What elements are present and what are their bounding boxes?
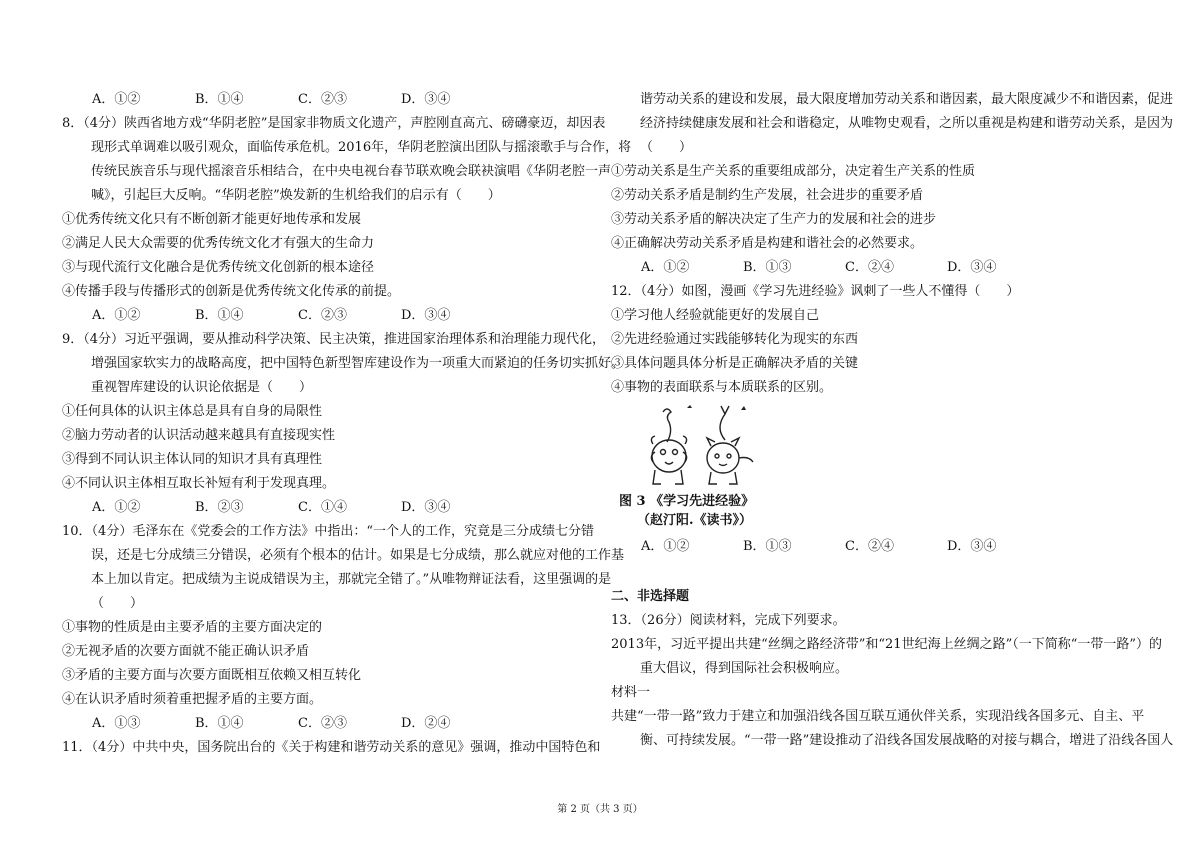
- option-a: A．①②: [641, 539, 690, 554]
- q11-stem-line: 经济持续健康发展和社会和谐稳定，从唯物史观看，之所以重视是构建和谐劳动关系，是因为: [640, 116, 1174, 131]
- q9-item: ①任何具体的认识主体总是具有自身的局限性: [62, 404, 323, 419]
- q11-item: ④正确解决劳动关系矛盾是构建和谐社会的必然要求。: [611, 236, 924, 251]
- q12-item: ①学习他人经验就能更好的发展自己: [611, 308, 820, 323]
- option-a: A．①②: [92, 308, 141, 323]
- q8-stem-line: 传统民族音乐与现代摇滚音乐相结合，在中央电视台春节联欢晚会联袂演唱《华阴老腔一声: [91, 164, 612, 179]
- q12-stem-line: 12．（4分）如图，漫画《学习先进经验》讽刺了一些人不懂得（ ）: [611, 284, 1020, 299]
- option-c: C．②③: [298, 716, 347, 731]
- option-d: D．③④: [401, 92, 451, 107]
- option-b: B．①③: [743, 260, 792, 275]
- q11-options: [611, 256, 1139, 280]
- q10-item: ②无视矛盾的次要方面就不能正确认识矛盾: [62, 644, 310, 659]
- figure-caption-source: （赵汀阳.《读书》）: [637, 513, 753, 528]
- q13-paragraph-line: 共建“一带一路”致力于建立和加强沿线各国互联互通伙伴关系，实现沿线各国多元、自主、平: [611, 709, 1145, 724]
- option-b: B．①④: [195, 716, 244, 731]
- q8-stem-line: 现形式单调难以吸引观众，面临传承危机。2016年，华阴老腔演出团队与摇滚歌手与合作，将: [91, 140, 632, 155]
- option-d: D．③④: [401, 308, 451, 323]
- q11-item: ②劳动关系矛盾是制约生产发展，社会进步的重要矛盾: [611, 188, 924, 203]
- q11-stem-line: （ ）: [640, 140, 693, 155]
- q11-item: ①劳动关系是生产关系的重要组成部分，决定着生产关系的性质: [611, 164, 976, 179]
- q7-options: [62, 88, 598, 112]
- q9-stem-line: 增强国家软实力的战略高度，把中国特色新型智库建设作为一项重大而紧迫的任务切实抓好。: [91, 356, 625, 371]
- q12-item: ③具体问题具体分析是正确解决矛盾的关键: [611, 356, 859, 371]
- option-a: A．①③: [92, 716, 141, 731]
- q8-item: ③与现代流行文化融合是优秀传统文化创新的根本途径: [62, 260, 375, 275]
- figure-caption: 图 3 《学习先进经验》: [619, 494, 755, 509]
- option-a: A．①②: [92, 92, 141, 107]
- q9-item: ②脑力劳动者的认识活动越来越具有直接现实性: [62, 428, 336, 443]
- q9-options: [62, 496, 598, 520]
- option-a: A．①②: [641, 260, 690, 275]
- option-a: A．①②: [92, 500, 141, 515]
- q12-options: [611, 535, 1139, 559]
- option-d: D．③④: [401, 500, 451, 515]
- q10-item: ④在认识矛盾时须着重把握矛盾的主要方面。: [62, 692, 323, 707]
- material-label: 材料一: [611, 685, 651, 700]
- q8-item: ④传播手段与传播形式的创新是优秀传统文化传承的前提。: [62, 284, 401, 299]
- q12-item: ②先进经验通过实践能够转化为现实的东西: [611, 332, 859, 347]
- section-title: 二、非选择题: [611, 589, 690, 604]
- option-d: D．③④: [947, 539, 997, 554]
- option-b: B．①③: [743, 539, 792, 554]
- option-d: D．③④: [947, 260, 997, 275]
- q8-item: ①优秀传统文化只有不断创新才能更好地传承和发展: [62, 212, 362, 227]
- right-column: [611, 88, 1174, 753]
- q9-stem-line: 9．（4分）习近平强调，要从推动科学决策、民主决策，推进国家治理体系和治理能力现代化，: [62, 332, 606, 347]
- q13-stem-line: 13．（26分）阅读材料，完成下列要求。: [611, 613, 846, 628]
- q8-stem-line: 喊》，引起巨大反响。“华阴老腔”焕发新的生机给我们的启示有（ ）: [91, 188, 501, 203]
- q11-stem-line: 谐劳动关系的建设和发展，最大限度增加劳动关系和谐因素，最大限度减少不和谐因素，促进: [640, 92, 1174, 107]
- q10-stem-line: 10．（4分）毛泽东在《党委会的工作方法》中指出：“一个人的工作，究竟是三分成绩七分错: [62, 524, 594, 539]
- q10-item: ③矛盾的主要方面与次要方面既相互依赖又相互转化: [62, 668, 362, 683]
- option-c: C．②③: [298, 92, 347, 107]
- q11-item: ③劳动关系矛盾的解决决定了生产力的发展和社会的进步: [611, 212, 937, 227]
- page-footer: 第 2 页（共 3 页）: [557, 804, 643, 815]
- q11-stem-line: 11．（4分）中共中央，国务院出台的《关于构建和谐劳动关系的意见》强调，推动中国特色和: [62, 740, 601, 755]
- q10-options: [62, 712, 598, 736]
- q9-item: ③得到不同认识主体认同的知识才具有真理性: [62, 452, 323, 467]
- q8-item: ②满足人民大众需要的优秀传统文化才有强大的生命力: [62, 236, 375, 251]
- q10-stem-line: 误，还是七分成绩三分错误，必须有个根本的估计。如果是七分成绩，那么就应对他的工作基: [91, 548, 625, 563]
- q8-stem-line: 8．（4分）陕西省地方戏“华阴老腔”是国家非物质文化遗产，声腔刚直高亢、磅礴豪迈，却因表: [62, 116, 606, 131]
- option-c: C．②④: [845, 539, 894, 554]
- option-d: D．②④: [401, 716, 451, 731]
- q13-paragraph-line: 2013年，习近平提出共建“丝绸之路经济带”和“21世纪海上丝绸之路”（一下简称“一带一路”）的: [611, 637, 1163, 652]
- option-b: B．①④: [195, 308, 244, 323]
- q12-item: ④事物的表面联系与本质联系的区别。: [611, 380, 833, 395]
- option-b: B．②③: [195, 500, 244, 515]
- q13-paragraph-line: 衡、可持续发展。“一带一路”建设推动了沿线各国发展战略的对接与耦合，增进了沿线各国人: [640, 733, 1174, 748]
- q10-stem-line: （ ）: [91, 596, 144, 611]
- q10-stem-line: 本上加以肯定。把成绩为主说成错误为主，那就完全错了。”从唯物辩证法看，这里强调的是: [91, 572, 612, 587]
- option-c: C．②③: [298, 308, 347, 323]
- spacer: [611, 559, 1139, 585]
- q9-item: ④不同认识主体相互取长补短有利于发现真理。: [62, 476, 336, 491]
- cartoon-illustration: [641, 400, 761, 490]
- q9-stem-line: 重视智库建设的认识论依据是（ ）: [91, 380, 313, 395]
- option-b: B．①④: [195, 92, 244, 107]
- q10-item: ①事物的性质是由主要矛盾的主要方面决定的: [62, 620, 323, 635]
- q13-paragraph-line: 重大倡议，得到国际社会积极响应。: [640, 661, 849, 676]
- option-c: C．①④: [298, 500, 347, 515]
- q8-options: [62, 304, 598, 328]
- cartoon-figure: [611, 400, 1139, 535]
- option-c: C．②④: [845, 260, 894, 275]
